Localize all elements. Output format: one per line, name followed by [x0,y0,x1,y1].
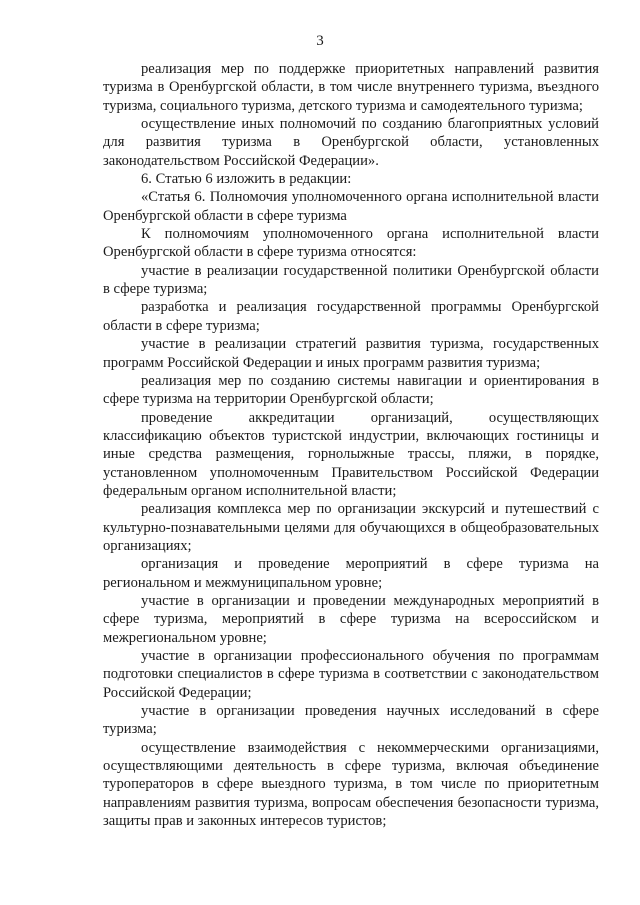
paragraph-navigation-system: реализация мер по созданию системы навигации и ориентирования в сфере туризма на территории Оренбургской области; [103,372,599,408]
article-6-heading: «Статья 6. Полномочия уполномоченного органа исполнительной власти Оренбургской области в сфере туризма [103,189,599,224]
paragraph-article-6-amendment: 6. Статью 6 изложить в редакции: [141,171,352,188]
paragraph-tourism-support-measures: реализация мер по поддержке приоритетных направлений развития туризма в Оренбургской области, в том числе внутреннего туризма, въездного туризма, социального туризма, детского туризма и самодеятельного туризма; [103,61,599,114]
paragraph-accreditation: проведение аккредитации организаций, осуществляющих классификацию объектов туристской индустрии, включающих гостиницы и иные средства размещения, горнолыжные трассы, пляжи, в порядке, установленном уполномоченным Правительством Российской Федерации федеральным органом исполнительной власти; [103,409,599,499]
paragraph-other-powers: осуществление иных полномочий по созданию благоприятных условий для развития туризма в Оренбургской области, установленных законодательством Российской Федерации». [103,116,599,169]
paragraph-scientific-research: участие в организации проведения научных исследований в сфере туризма; [103,703,599,738]
paragraph-professional-training: участие в организации профессионального обучения по программам подготовки специалистов в сфере туризма в соответствии с законодательством Российской Федерации; [103,648,599,701]
paragraph-powers-intro: К полномочиям уполномоченного органа исполнительной власти Оренбургской области в сфере туризма относятся: [103,226,599,261]
document-body [103,60,599,830]
paragraph-international-events: участие в организации и проведении международных мероприятий в сфере туризма, мероприятий в сфере туризма на всероссийском и межрегиональном уровне; [103,592,599,646]
paragraph-state-program: разработка и реализация государственной программы Оренбургской области в сфере туризма; [103,299,599,334]
page-number: 3 [316,33,324,49]
paragraph-regional-events: организация и проведение мероприятий в сфере туризма на региональном и межмуниципальном уровне; [103,556,599,591]
paragraph-state-policy: участие в реализации государственной политики Оренбургской области в сфере туризма; [103,262,599,298]
paragraph-ngo-interaction: осуществление взаимодействия с некоммерческими организациями, осуществляющими деятельность в сфере туризма, включая объединение туроператоров в сфере выездного туризма, в том числе по приоритетным направлениям развития туризма, вопросам обеспечения безопасности туризма, защиты прав и законных интересов туристов; [103,739,599,830]
paragraph-strategies: участие в реализации стратегий развития туризма, государственных программ Российской Федерации и иных программ развития туризма; [103,336,599,371]
paragraph-excursions: реализация комплекса мер по организации экскурсий и путешествий с культурно-познавательными целями для обучающихся в общеобразовательных организациях; [103,501,599,554]
